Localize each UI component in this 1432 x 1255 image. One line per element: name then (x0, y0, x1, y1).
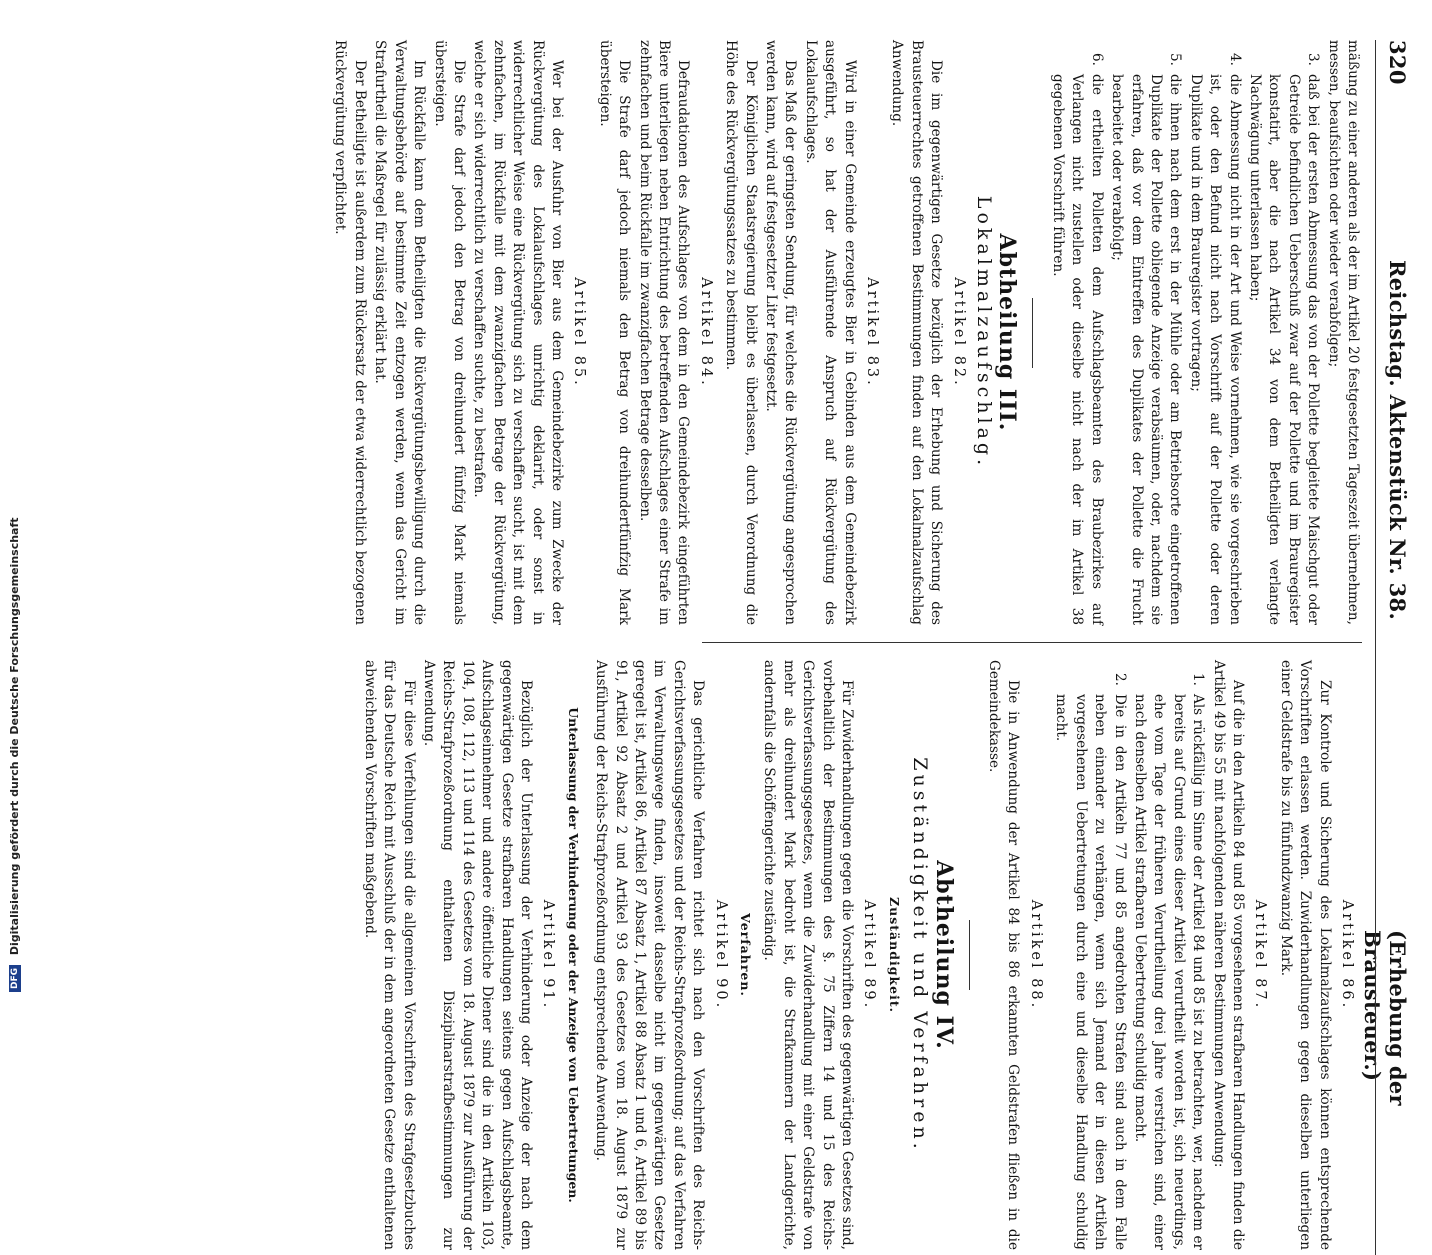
section-subtitle: Zuständigkeit und Verfahren. (909, 757, 932, 1153)
article-title: Artikel 91. (540, 899, 557, 1011)
article-title: Artikel 84. (697, 277, 714, 388)
paragraph: Wird in einer Gemeinde erzeugtes Bier in Gebinden aus dem Gemeindebezirk ausgeführt, so hat der Ausführende Anspruch auf Rückvergütung des Lokalaufschlages. (802, 40, 858, 625)
footer-text: Digitalisierung gefördert durch die Deutsche Forschungsgemeinschaft (8, 517, 21, 956)
list-item: 1. Als rückfällig im Sinne der Artikel 84 und 85 ist zu betrachten, wer, nachdem er bereits auf Grund eines dieser Artikel verurtheilt worden ist, sich neuerdings, ehe vom Tage der früheren Verurtheilung drei Jahre verstrichen sind, einer nach denselben Artikel strafbaren Uebertretung schuldig macht. (1131, 673, 1207, 1250)
article-title: Artikel 89. (861, 899, 878, 1011)
article-title: Artikel 88. (1027, 899, 1044, 1011)
article-title: Artikel 86. (1339, 899, 1355, 1011)
paragraph: Die im gegenwärtigen Gesetze bezüglich der Erhebung und Sicherung des Brausteuerrechtes getroffenen Bestimmungen finden auf den Lokalmalzaufschlag Anwendung. (889, 40, 945, 625)
paragraph: Im Rückfalle kann dem Betheiligten die Rückvergütungsbewilligung durch die Verwaltungsbehörde auf bestimmte Zeit entzogen werden, wenn das Gericht im Strafurtheil die Maßregel für zulässig erklärt hat. (372, 40, 428, 625)
divider (1033, 298, 1034, 368)
footer (8, 0, 22, 992)
left-column (329, 40, 1362, 625)
paragraph: Wer bei der Ausfuhr von Bier aus dem Gemeindebezirke zum Zwecke der Rückvergütung des Lokalaufschlages unrichtig deklarirt, oder sonst in widerrechtlicher Weise eine Rückvergütung sich zu verschaffen sucht, ist mit dem zehnfachen, im Rückfalle mit dem zwanzigfachen Betrage der Rückvergütung, welche er sich widerrechtlich zu verschaffen suchte, zu bestrafen. (471, 40, 565, 625)
paragraph: mäßung zu einer anderen als der im Artikel 20 festgesetzten Tageszeit übernehmen, messen, beaufsichten oder wieder verabfolgen; (1325, 40, 1361, 625)
paragraph: Das gerichtliche Verfahren richtet sich nach den Vorschriften des Reichs-Gerichtsverfassungsgesetzes und der Reichs-Strafprozeßordnung; auf das Verfahren im Verwaltungswege finden, insoweit dasselbe nicht im gegenwärtigen Gesetze geregelt ist, Artikel 86, Artikel 87 Absatz 1, Artikel 88 Absatz 1 und 6, Artikel 89 bis 91, Artikel 92 Absatz 2 und Artikel 93 des Gesetzes vom 18. August 1879 zur Ausführung der Reichs-Strafprozeßordnung entsprechende Anwendung. (593, 660, 707, 1250)
section-title: Abtheilung IV. (930, 860, 957, 1050)
article-title: Artikel 87. (1252, 899, 1269, 1011)
paragraph: Auf die in den Artikeln 84 und 85 vorgesehenen strafbaren Handlungen finden die Artikel 49 bis 55 mit nachfolgenden näheren Bestimmungen Anwendung: (1210, 660, 1246, 1250)
paragraph: Defraudationen des Aufschlages von dem in den Gemeindebezirk eingeführten Biere unterliegen neben Entrichtung des betreffenden Aufschlages einer Strafe im zehnfachen und beim Rückfalle im zwanzigfachen Betrage desselben. (636, 40, 692, 625)
paragraph: Der Königlichen Staatsregierung bleibt es überlassen, durch Verordnung die Höhe des Rückvergütungssatzes zu bestimmen. (723, 40, 759, 625)
list-item: 2. Die in den Artikeln 77 und 85 angedrohten Strafen sind auch in dem Falle neben einander zu verhängen, wenn sich Jemand der in diesen Artikeln vorgesehenen Uebertretungen durch eine und dieselbe Handlung schuldig macht. (1053, 673, 1128, 1250)
page-header (1360, 40, 1410, 1250)
article-title: Artikel 90. (712, 899, 729, 1011)
paragraph: Die Strafe darf jedoch niemals den Betrag von dreihundertfünfzig Mark übersteigen. (596, 40, 633, 625)
right-column (358, 660, 1362, 1250)
column-divider (702, 642, 1362, 643)
paragraph: Die Strafe darf jedoch den Betrag von dreihundert fünfzig Mark niemals übersteigen. (431, 40, 467, 625)
list-item: 4. die Abmessung nicht in der Art und Weise vornehmen, wie sie vorgeschrieben ist, oder den Befund nicht nach Vorschrift auf der Pollette oder deren Duplikate und in dem Brauregister vortragen; (1187, 53, 1243, 625)
article-title: Artikel 85. (571, 277, 588, 388)
dfg-logo: DFG (9, 965, 21, 992)
subheading: Unterlassung der Verhinderung oder der Anzeige von Uebertretungen. (565, 707, 581, 1203)
paragraph: Die in Anwendung der Artikel 84 bis 86 erkannten Geldstrafen fließen in die Gemeindekasse. (986, 660, 1022, 1250)
article-title: Artikel 83. (864, 277, 881, 388)
article-title: Artikel 82. (950, 277, 967, 388)
paragraph: Für diese Verfehlungen sind die allgemeinen Vorschriften des Strafgesetzbuches für das Deutsche Reich mit Ausschluß der in dem angeordneten Gesetze enthaltenen abweichenden Vorschriften maßgebend. (361, 660, 417, 1250)
list-item: 3. daß bei der ersten Abmessung das von der Pollette begleitete Maischgut oder Getreide befindlichen Ueberschuß zwar auf der Pollette und im Brauregister konstatirt, aber die nach Artikel 34 von dem Betheiligten verlangte Nachwägung unterlassen haben; (1246, 53, 1322, 625)
subheading: Verfahren. (738, 913, 754, 997)
subheading: Zuständigkeit. (886, 897, 902, 1013)
footer-strip (0, 0, 24, 1000)
paragraph: Für Zuwiderhandlungen gegen die Vorschriften des gegenwärtigen Gesetzes sind, vorbehaltlich der Bestimmungen des §. 75 Ziffern 14 und 15 des Reichs-Gerichtsverfassungsgesetzes, wenn die Zuwiderhandlung mit einer Geldstrafe von mehr als dreihundert Mark bedroht ist, die Strafkammern der Landgerichte, andernfalls die Schöffengerichte zuständig. (761, 660, 856, 1250)
header-rule (1375, 40, 1376, 1255)
section-title: Abtheilung III. (994, 233, 1021, 432)
paragraph: Das Maß der geringsten Sendung, für welches die Rückvergütung angesprochen werden kann, wird auf festgesetzter Liter festgesetzt. (763, 40, 799, 625)
paragraph: Zur Kontrole und Sicherung des Lokalmalzaufschlages können entsprechende Vorschriften erlassen werden. Zuwiderhandlungen gegen dieselben unterliegen einer Geldstrafe bis zu fünfundzwanzig Mark. (1277, 660, 1333, 1250)
paragraph: Der Betheiligte ist außerdem zum Rückersatz der etwa widerrechtlich bezogenen Rückvergütung verpflichtet. (332, 40, 368, 625)
header-subject: (Erhebung der Brausteuer.) (1360, 930, 1410, 1106)
page-number: 320 (1385, 40, 1410, 85)
paragraph: Bezüglich der Unterlassung der Verhinderung oder Anzeige der nach dem gegenwärtigen Gesetze strafbaren Handlungen seitens gegen Aufschlagsbeamte, Aufschlagseinnehmer und andere öffentliche Diener sind die in den Artikeln 103, 104, 108, 112, 113 und 114 des Gesetzes vom 18. August 1879 zur Ausführung der Reichs-Strafprozeßordnung enthaltenen Disziplinarstrafbestimmungen zur Anwendung. (420, 660, 534, 1250)
section-subtitle: Lokalmalzaufschlag. (973, 195, 996, 470)
header-title: Reichstag. Aktenstück Nr. 38. (1385, 260, 1410, 621)
list-item: 5. die ihnen nach dem erst in der Mühle oder am Betriebsorte eingetroffenen Duplikate der Pollette obliegende Anzeige verabsäumen, oder, nachdem sie erfahren, daß vor dem Eintreffen des Duplikates der Pollette die Frucht bearbeitet oder verabfolgt; (1109, 53, 1184, 625)
list-item: 6. die ertheilten Polletten dem Aufschlagsbeamten des Braubezirkes auf Verlangen nicht zustellen oder dieselbe nicht nach der im Artikel 38 gegebenen Vorschrift führen. (1049, 53, 1105, 625)
divider (969, 920, 970, 990)
